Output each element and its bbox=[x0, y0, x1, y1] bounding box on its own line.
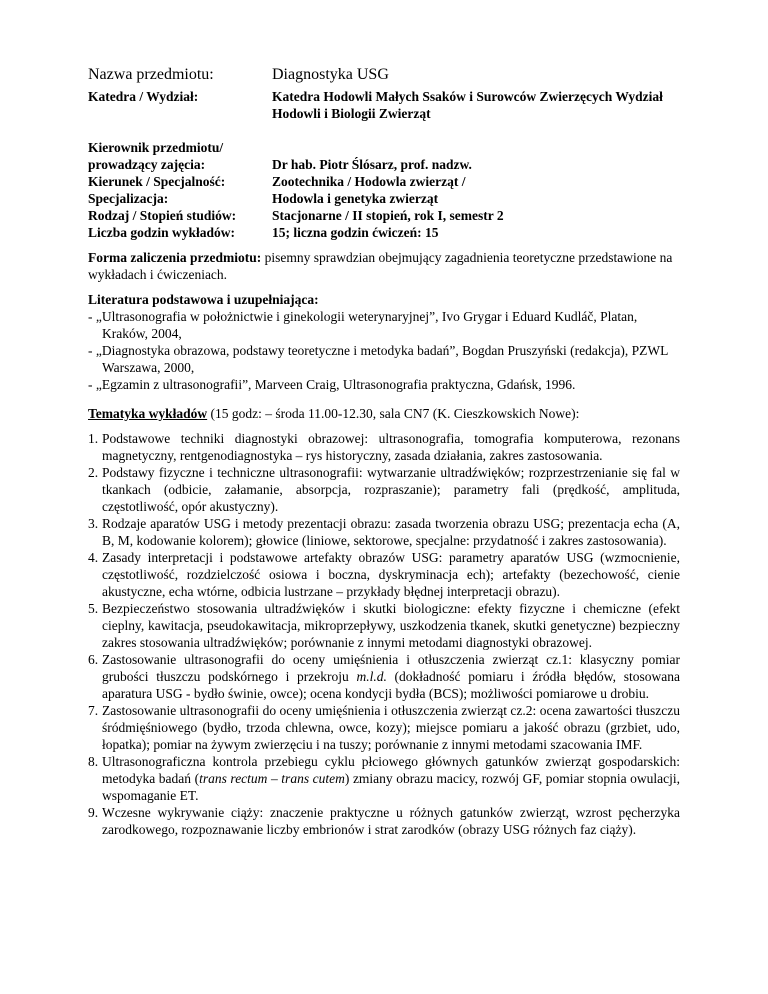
topic-text: Bezpieczeństwo stosowania ultradźwięków i skutki biologiczne: efekty fizyczne i chemiczne (efekt cieplny, kawitacja, pseudokawitacja, mikroprzepływy, uszkodzenia tkanek, skutki genetyczne) bezpieczny zakres stosowania ultradźwięków; porównanie z innymi metodami diagnostyki obrazowej. bbox=[102, 601, 680, 650]
head-label-row bbox=[88, 139, 680, 156]
assessment-paragraph bbox=[88, 249, 680, 283]
topic-text: Zasady interpretacji i podstawowe artefakty obrazów USG: parametry aparatów USG (wzmocnienie, częstotliwość, rozdzielczość osiowa i boczna, dyskryminacja ech); artefakty (bezechowość, cienie akustyczne, echa wtórne, odbicia lustrzane – przykłady błędnej interpretacji obrazu). bbox=[102, 550, 680, 599]
topic-text: Rodzaje aparatów USG i metody prezentacji obrazu: zasada tworzenia obrazu USG; prezentacja echa (A, B, M, kodowanie kolorem); głowice (liniowe, sektorowe, specjalne: przydatność i zakres zastosowania). bbox=[102, 516, 680, 548]
specialization-value: Hodowla i genetyka zwierząt bbox=[272, 191, 439, 206]
department-row bbox=[88, 88, 680, 122]
assessment-text: pisemny sprawdzian obejmujący zagadnienia teoretyczne przedstawione na wykładach i ćwiczeniach. bbox=[88, 250, 673, 282]
specialization-row bbox=[88, 190, 680, 207]
topic-item bbox=[88, 702, 680, 753]
topic-text: Wczesne wykrywanie ciąży: znaczenie praktyczne u różnych gatunków zwierząt, wzrost pęcherzyka zarodkowego, rozpoznawanie liczby embrionów i strat zarodków (obrazy USG różnych faz ciąży). bbox=[102, 805, 680, 837]
topics-list bbox=[88, 430, 680, 838]
topic-item bbox=[88, 464, 680, 515]
head-label-line2: prowadzący zajęcia: bbox=[88, 157, 206, 172]
department-value: Katedra Hodowli Małych Ssaków i Surowców Zwierzęcych Wydział Hodowli i Biologii Zwierząt bbox=[272, 89, 663, 121]
topic-item bbox=[88, 430, 680, 464]
hours-row bbox=[88, 224, 680, 241]
topic-number: 6. bbox=[88, 652, 99, 667]
topic-text: Zastosowanie ultrasonografii do oceny umięśnienia i otłuszczenia zwierząt cz.1: klasyczny pomiar grubości tłuszczu podskórnego i przekroju m.l.d. (dokładność pomiaru i źródła błędów, stosowana aparatura USG - bydło świnie, owce); ocena kondycji bydła (BCS); możliwości pomiarowe u drobiu. bbox=[102, 652, 680, 701]
topic-number: 9. bbox=[88, 805, 99, 820]
department-label: Katedra / Wydział: bbox=[88, 89, 199, 104]
topic-number: 7. bbox=[88, 703, 99, 718]
hours-label: Liczba godzin wykładów: bbox=[88, 225, 236, 240]
topic-number: 1. bbox=[88, 431, 99, 446]
topic-text: Podstawy fizyczne i techniczne ultrasonografii: wytwarzanie ultradźwięków; rozprzestrzenianie się fal w tkankach (odbicie, załamanie, absorpcja, rozpraszanie); parametry fali (prędkość, amplituda, częstotliwość, opór akustyczny). bbox=[102, 465, 680, 514]
head-label-line1: Kierownik przedmiotu/ bbox=[88, 140, 224, 155]
head-value: Dr hab. Piotr Ślósarz, prof. nadzw. bbox=[272, 157, 472, 172]
direction-row bbox=[88, 173, 680, 190]
specialization-label: Specjalizacja: bbox=[88, 191, 169, 206]
topic-text: Podstawowe techniki diagnostyki obrazowej: ultrasonografia, tomografia komputerowa, rezonans magnetyczny, rentgenodiagnostyka – rys historyczny, zasada działania, zakres zastosowania. bbox=[102, 431, 680, 463]
topic-text: Zastosowanie ultrasonografii do oceny umięśnienia i otłuszczenia zwierząt cz.2: ocena zawartości tłuszczu śródmięśniowego (bydło, trzoda chlewna, owce, kozy); miejsce pomiaru a jakość obrazu (grzbiet, udo, łopatka); pomiar na żywym zwierzęciu i na tuszy; porównanie z innymi metodami szacowania IMF. bbox=[102, 703, 680, 752]
syllabus-page bbox=[88, 64, 680, 838]
topic-item bbox=[88, 549, 680, 600]
assessment-label: Forma zaliczenia przedmiotu: bbox=[88, 250, 262, 265]
topic-number: 2. bbox=[88, 465, 99, 480]
subject-value: Diagnostyka USG bbox=[272, 66, 389, 83]
study-type-value: Stacjonarne / II stopień, rok I, semestr 2 bbox=[272, 208, 504, 223]
literature-item: - „Ultrasonografia w położnictwie i ginekologii weterynaryjnej”, Ivo Grygar i Eduard Kudláč, Platan, Kraków, 2004, bbox=[88, 309, 638, 341]
topic-item bbox=[88, 600, 680, 651]
spacer bbox=[88, 122, 680, 139]
hours-value: 15; liczna godzin ćwiczeń: 15 bbox=[272, 225, 439, 240]
topic-item bbox=[88, 804, 680, 838]
literature-item: - „Egzamin z ultrasonografii”, Marveen Craig, Ultrasonografia praktyczna, Gdańsk, 1996. bbox=[88, 377, 576, 392]
literature-label: Literatura podstawowa i uzupełniająca: bbox=[88, 292, 319, 307]
topic-number: 8. bbox=[88, 754, 99, 769]
direction-value: Zootechnika / Hodowla zwierząt / bbox=[272, 174, 466, 189]
study-type-row bbox=[88, 207, 680, 224]
topic-number: 5. bbox=[88, 601, 99, 616]
topics-info: (15 godz: – środa 11.00-12.30, sala CN7 (K. Cieszkowskich Nowe): bbox=[207, 406, 580, 421]
literature-section bbox=[88, 291, 680, 393]
topic-text: Ultrasonograficzna kontrola przebiegu cyklu płciowego głównych gatunków zwierząt gospodarskich: metodyka badań (trans rectum – trans cutem) zmiany obrazu macicy, rozwój GF, pomiar stopnia owulacji, wspomaganie ET. bbox=[102, 754, 680, 803]
topics-label: Tematyka wykładów bbox=[88, 406, 208, 421]
topic-item bbox=[88, 753, 680, 804]
topic-number: 3. bbox=[88, 516, 99, 531]
subject-label: Nazwa przedmiotu: bbox=[88, 66, 214, 83]
topics-heading bbox=[88, 405, 680, 422]
topic-number: 4. bbox=[88, 550, 99, 565]
topic-item bbox=[88, 515, 680, 549]
direction-label: Kierunek / Specjalność: bbox=[88, 174, 226, 189]
head-row bbox=[88, 156, 680, 173]
topic-item bbox=[88, 651, 680, 702]
subject-row bbox=[88, 64, 680, 86]
literature-item: - „Diagnostyka obrazowa, podstawy teoretyczne i metodyka badań”, Bogdan Pruszyński (redakcja), PZWL Warszawa, 2000, bbox=[88, 343, 668, 375]
study-type-label: Rodzaj / Stopień studiów: bbox=[88, 208, 237, 223]
